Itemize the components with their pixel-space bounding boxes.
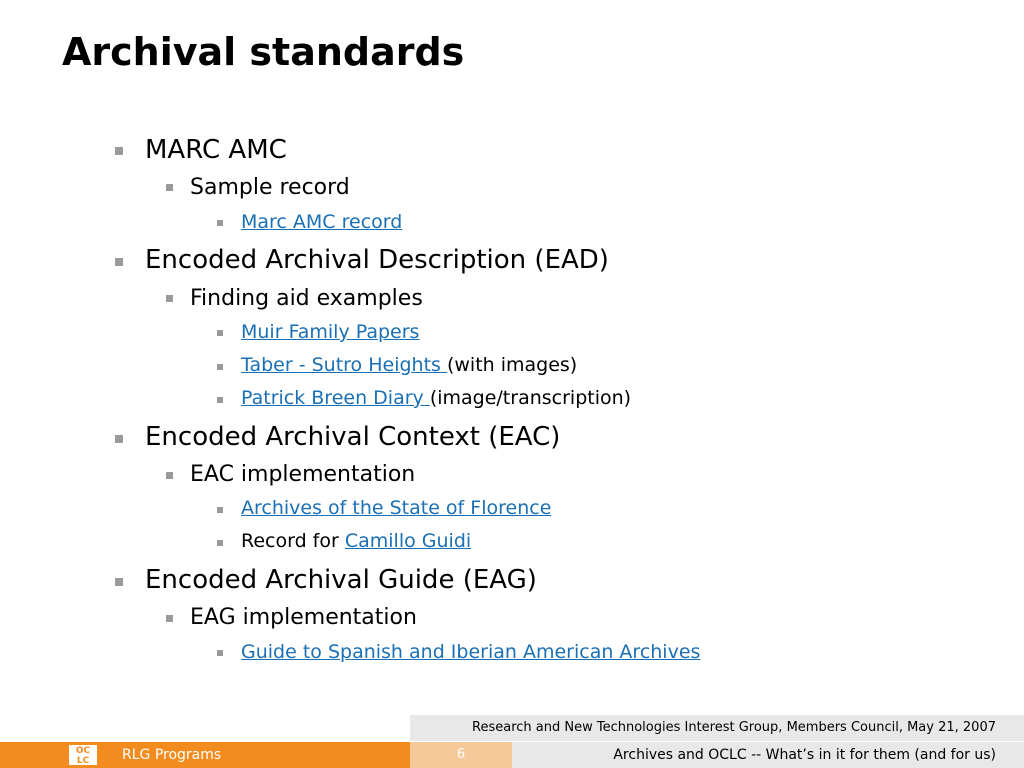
bullet-icon xyxy=(217,507,223,513)
list-item xyxy=(241,497,551,519)
bullet-icon xyxy=(166,184,173,191)
bullet-icon xyxy=(166,615,173,622)
footer-talk-title: Archives and OCLC -- What’s in it for them (and for us) xyxy=(512,742,1024,768)
page-number: 6 xyxy=(410,742,512,768)
bullet-icon xyxy=(217,650,223,656)
footer-event-caption: Research and New Technologies Interest Group, Members Council, May 21, 2007 xyxy=(410,715,1024,741)
slide-title: Archival standards xyxy=(62,30,465,74)
list-item xyxy=(241,641,700,663)
bullet-icon xyxy=(115,435,123,443)
subsection-heading: Finding aid examples xyxy=(190,286,423,311)
link-patrick-breen-diary[interactable]: Patrick Breen Diary xyxy=(241,387,430,409)
oclc-logo-icon: OC LC xyxy=(68,744,98,766)
bullet-icon xyxy=(217,364,223,370)
section-heading: Encoded Archival Guide (EAG) xyxy=(145,565,537,595)
link-camillo-guidi[interactable]: Camillo Guidi xyxy=(344,530,472,552)
bullet-icon xyxy=(115,578,123,586)
list-item-note: (with images) xyxy=(446,354,578,376)
list-item xyxy=(241,211,402,233)
link-guide-spanish-iberian-archives[interactable]: Guide to Spanish and Iberian American Archives xyxy=(241,641,701,663)
link-archives-state-florence[interactable]: Archives of the State of Florence xyxy=(241,497,552,519)
bullet-icon xyxy=(115,147,123,155)
bullet-icon xyxy=(217,397,223,403)
footer-organization: RLG Programs xyxy=(122,747,222,763)
list-item-note: (image/transcription) xyxy=(429,387,632,409)
link-marc-amc-record[interactable]: Marc AMC record xyxy=(241,211,403,233)
list-item xyxy=(241,387,631,409)
bullet-icon xyxy=(115,258,123,266)
subsection-heading: Sample record xyxy=(190,175,350,200)
bullet-icon xyxy=(217,220,223,226)
link-taber-sutro-heights[interactable]: Taber - Sutro Heights xyxy=(241,354,447,376)
bullet-icon xyxy=(166,295,173,302)
link-muir-family-papers[interactable]: Muir Family Papers xyxy=(241,321,420,343)
list-item xyxy=(241,530,471,552)
list-item-prefix: Record for xyxy=(241,530,345,552)
bullet-icon xyxy=(217,330,223,336)
list-item xyxy=(241,354,577,376)
section-heading: MARC AMC xyxy=(145,135,287,165)
subsection-heading: EAG implementation xyxy=(190,605,417,630)
bullet-icon xyxy=(166,472,173,479)
section-heading: Encoded Archival Description (EAD) xyxy=(145,245,609,275)
subsection-heading: EAC implementation xyxy=(190,462,416,487)
list-item xyxy=(241,321,419,343)
section-heading: Encoded Archival Context (EAC) xyxy=(145,422,561,452)
bullet-icon xyxy=(217,540,223,546)
